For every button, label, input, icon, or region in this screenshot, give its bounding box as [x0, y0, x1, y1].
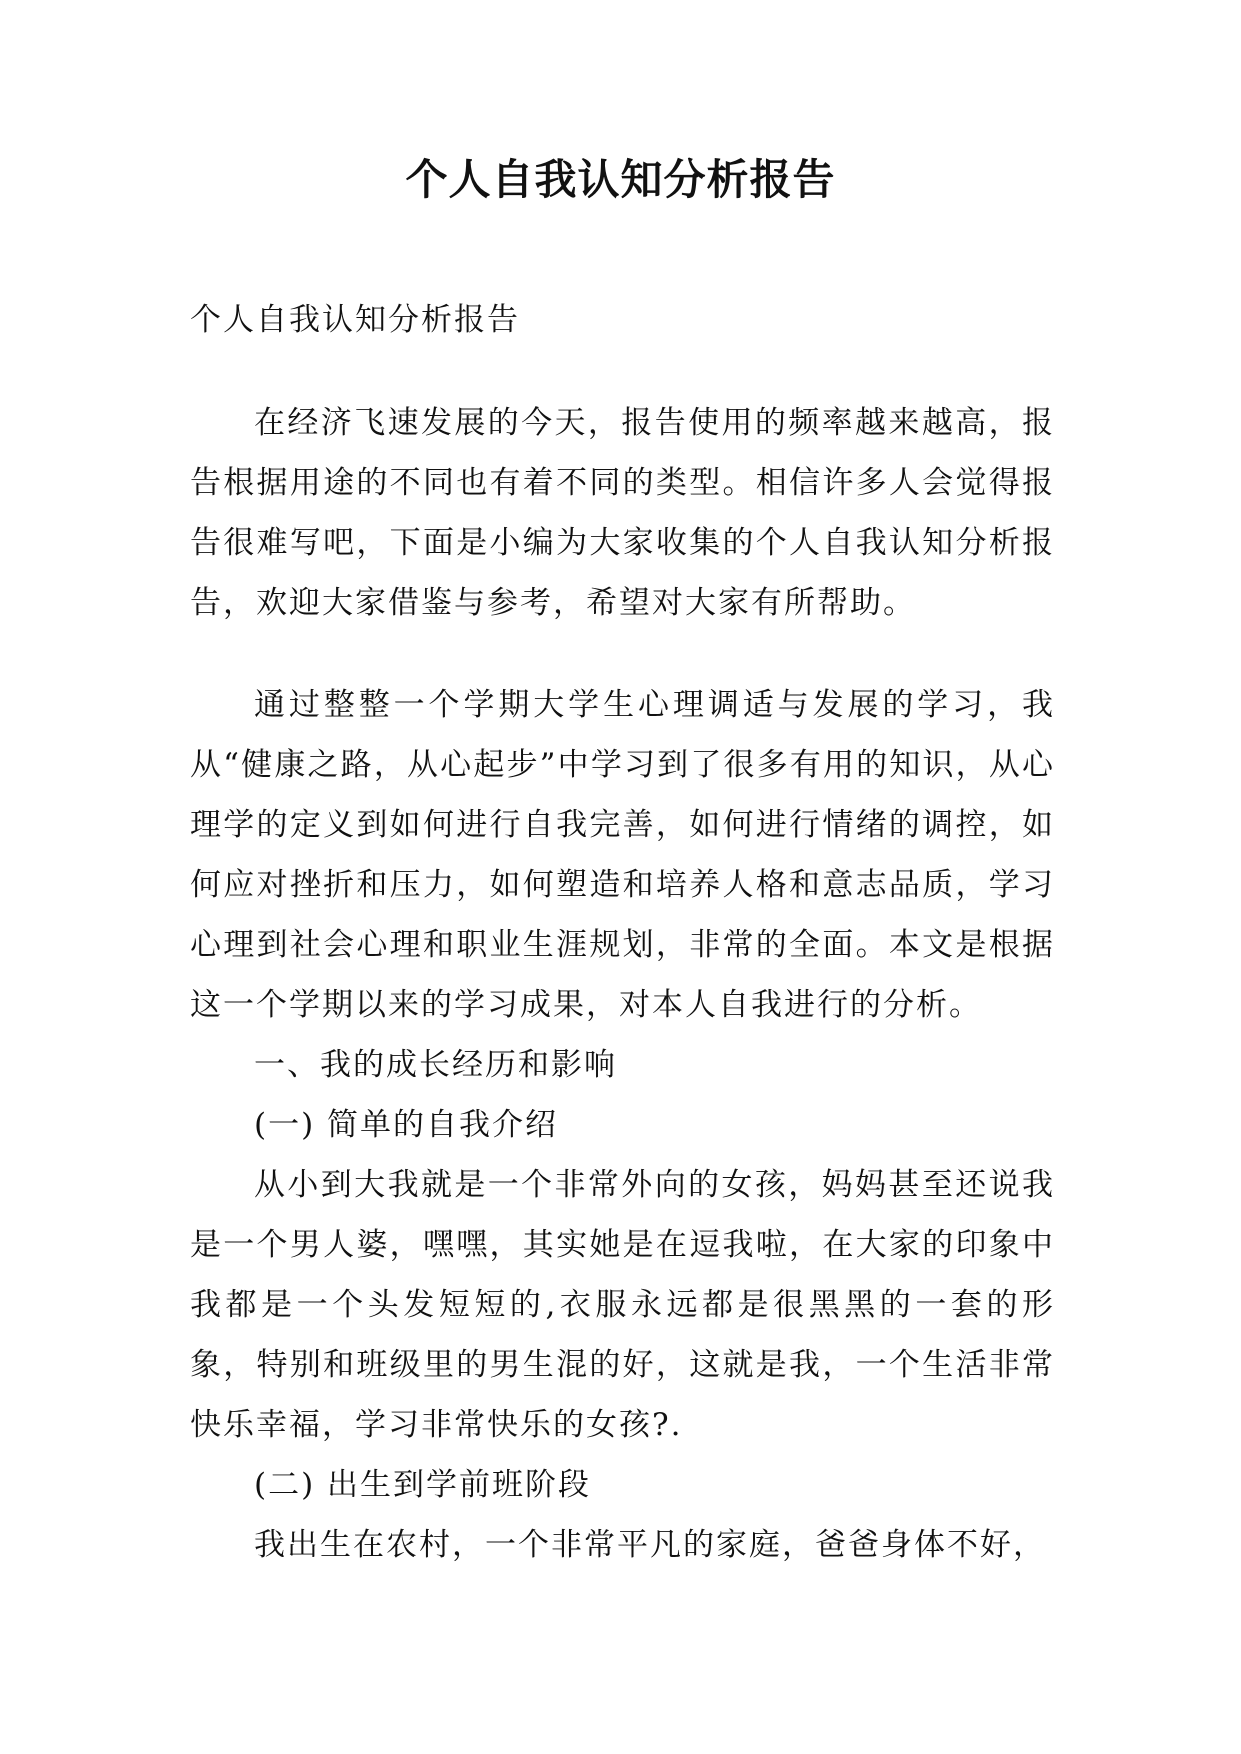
paragraph-early-life: 我出生在农村，一个非常平凡的家庭，爸爸身体不好，: [254, 1527, 1046, 1563]
paragraph-overview: 通过整整一个学期大学生心理调适与发展的学习，我从“健康之路，从心起步”中学习到了很多有用的知识，从心理学的定义到如何进行自我完善，如何进行情绪的调控，如何应对挫折和压力，如何塑造和培养人格和意志品质，学习心理到社会心理和职业生涯规划，非常的全面。本文是根据这一个学期以来的学习成果，对本人自我进行的分析。: [190, 687, 1055, 1023]
paragraph-intro: 在经济飞速发展的今天，报告使用的频率越来越高，报告根据用途的不同也有着不同的类型。相信许多人会觉得报告很难写吧，下面是小编为大家收集的个人自我认知分析报告，欢迎大家借鉴与参考，希望对大家有所帮助。: [190, 405, 1055, 621]
paragraph-self-intro: 从小到大我就是一个非常外向的女孩，妈妈甚至还说我是一个男人婆，嘿嘿，其实她是在逗我啦，在大家的印象中我都是一个头发短短的,衣服永远都是很黑黑的一套的形象，特别和班级里的男生混的好，这就是我，一个生活非常快乐幸福，学习非常快乐的女孩?.: [190, 1167, 1055, 1443]
subsection-heading-intro: (一) 简单的自我介绍: [254, 1107, 559, 1143]
document-title: 个人自我认知分析报告: [405, 155, 836, 204]
document-subtitle: 个人自我认知分析报告: [190, 302, 520, 338]
subsection-heading-early-life: (二) 出生到学前班阶段: [254, 1467, 592, 1503]
section-heading-growth: 一、我的成长经历和影响: [254, 1047, 617, 1083]
document-body: [190, 290, 1055, 1575]
